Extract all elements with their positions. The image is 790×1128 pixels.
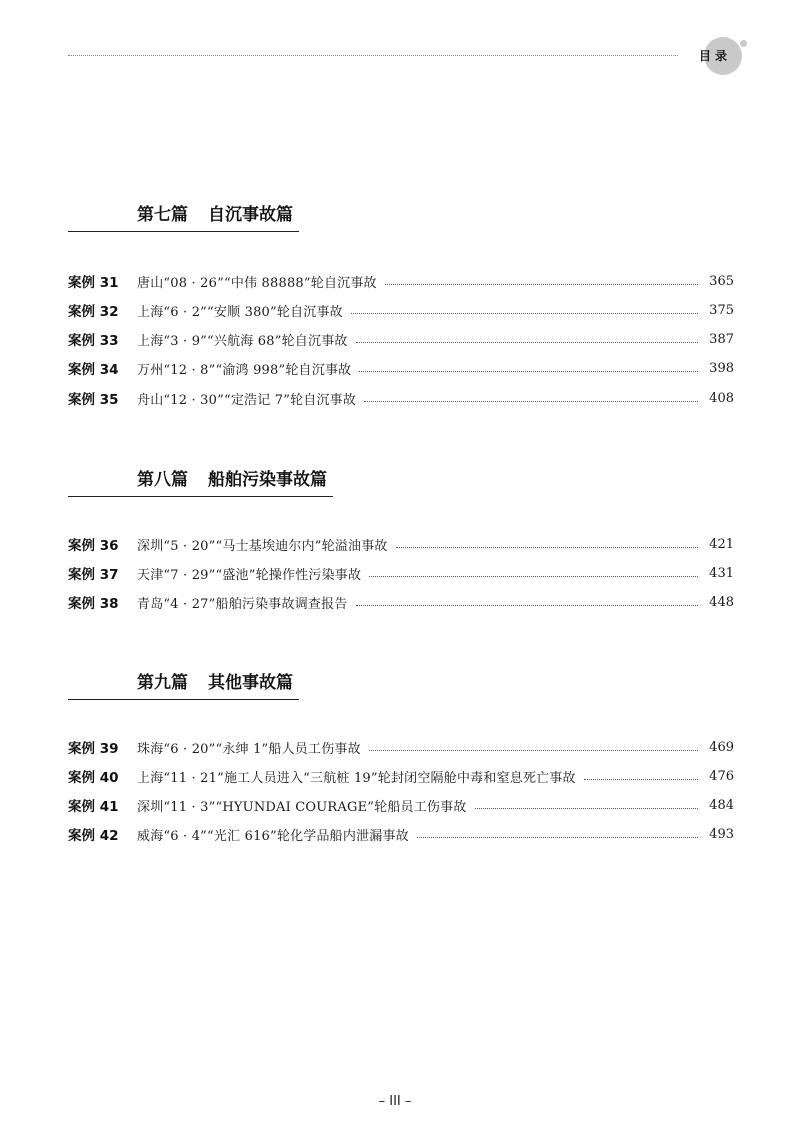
case-label: 案例 39 [68,741,119,757]
dot-leader [396,547,698,548]
part-number: 第八篇 [137,470,188,490]
case-title: 舟山“12 · 30”“定浩记 7”轮自沉事故 [137,392,357,408]
dot-leader [475,808,698,809]
case-label: 案例 32 [68,304,119,320]
case-title: 万州“12 · 8”“渝鸿 998”轮自沉事故 [137,362,352,378]
page-number: 421 [709,536,734,552]
page-number: 448 [709,594,734,610]
case-title: 天津“7 · 29”“盛池”轮操作性污染事故 [137,567,362,583]
page-number: 365 [709,273,734,289]
case-title: 上海“6 · 2”“安顺 380”轮自沉事故 [137,304,343,320]
case-label: 案例 42 [68,828,119,844]
page-number: 408 [709,390,734,406]
page-number: 493 [709,826,734,842]
dot-leader [356,342,698,343]
dot-leader [369,750,698,751]
toc-entry[interactable] [68,562,734,584]
page-number: 375 [709,302,734,318]
dot-leader [359,371,698,372]
page-number: 476 [709,768,734,784]
page-footer: – III – [378,1094,412,1109]
dot-leader [385,284,698,285]
case-title: 威海“6 · 4”“光汇 616”轮化学品船内泄漏事故 [137,828,409,844]
toc-entry[interactable] [68,387,734,409]
page-number: 431 [709,565,734,581]
case-label: 案例 31 [68,275,119,291]
dot-leader [369,576,698,577]
case-label: 案例 34 [68,362,119,378]
dot-leader [351,313,698,314]
case-label: 案例 38 [68,596,119,612]
header-badge-dot [740,40,747,47]
header-label: 目录 [699,49,732,63]
toc-entry[interactable] [68,357,734,379]
part-8 [68,465,734,620]
case-title: 深圳“11 · 3”“HYUNDAI COURAGE”轮船员工伤事故 [137,799,467,815]
page-number: 398 [709,360,734,376]
toc-entry[interactable] [68,794,734,816]
toc-entry[interactable] [68,270,734,292]
toc-entry[interactable] [68,736,734,758]
page-number: 469 [709,739,734,755]
part-9 [68,668,734,853]
case-title: 上海“3 · 9”“兴航海 68”轮自沉事故 [137,333,348,349]
part-name: 其他事故篇 [208,673,293,693]
dot-leader [417,837,698,838]
case-label: 案例 36 [68,538,119,554]
case-title: 唐山“08 · 26”“中伟 88888”轮自沉事故 [137,275,377,291]
part-7 [68,200,734,415]
page-number: 484 [709,797,734,813]
dot-leader [364,401,698,402]
toc-entry[interactable] [68,299,734,321]
case-title: 珠海“6 · 20”“永绅 1”船人员工伤事故 [137,741,361,757]
case-label: 案例 40 [68,770,119,786]
part-number: 第九篇 [137,673,188,693]
case-label: 案例 33 [68,333,119,349]
toc-entry[interactable] [68,591,734,613]
toc-entry[interactable] [68,533,734,555]
part-number: 第七篇 [137,205,188,225]
part-title [68,200,299,232]
toc-entry[interactable] [68,823,734,845]
part-name: 船舶污染事故篇 [208,470,327,490]
toc-entry[interactable] [68,328,734,350]
case-title: 上海“11 · 21”施工人员进入“三航桩 19”轮封闭空隔舱中毒和窒息死亡事故 [137,770,576,786]
part-title [68,465,333,497]
case-title: 青岛“4 · 27”船舶污染事故调查报告 [137,596,348,612]
case-title: 深圳“5 · 20”“马士基埃迪尔内”轮溢油事故 [137,538,388,554]
dot-leader [584,779,698,780]
case-label: 案例 41 [68,799,119,815]
page-number: 387 [709,331,734,347]
header-rule [68,55,678,56]
case-label: 案例 35 [68,392,119,408]
case-label: 案例 37 [68,567,119,583]
part-title [68,668,299,700]
part-name: 自沉事故篇 [208,205,293,225]
toc-entry[interactable] [68,765,734,787]
dot-leader [356,605,698,606]
